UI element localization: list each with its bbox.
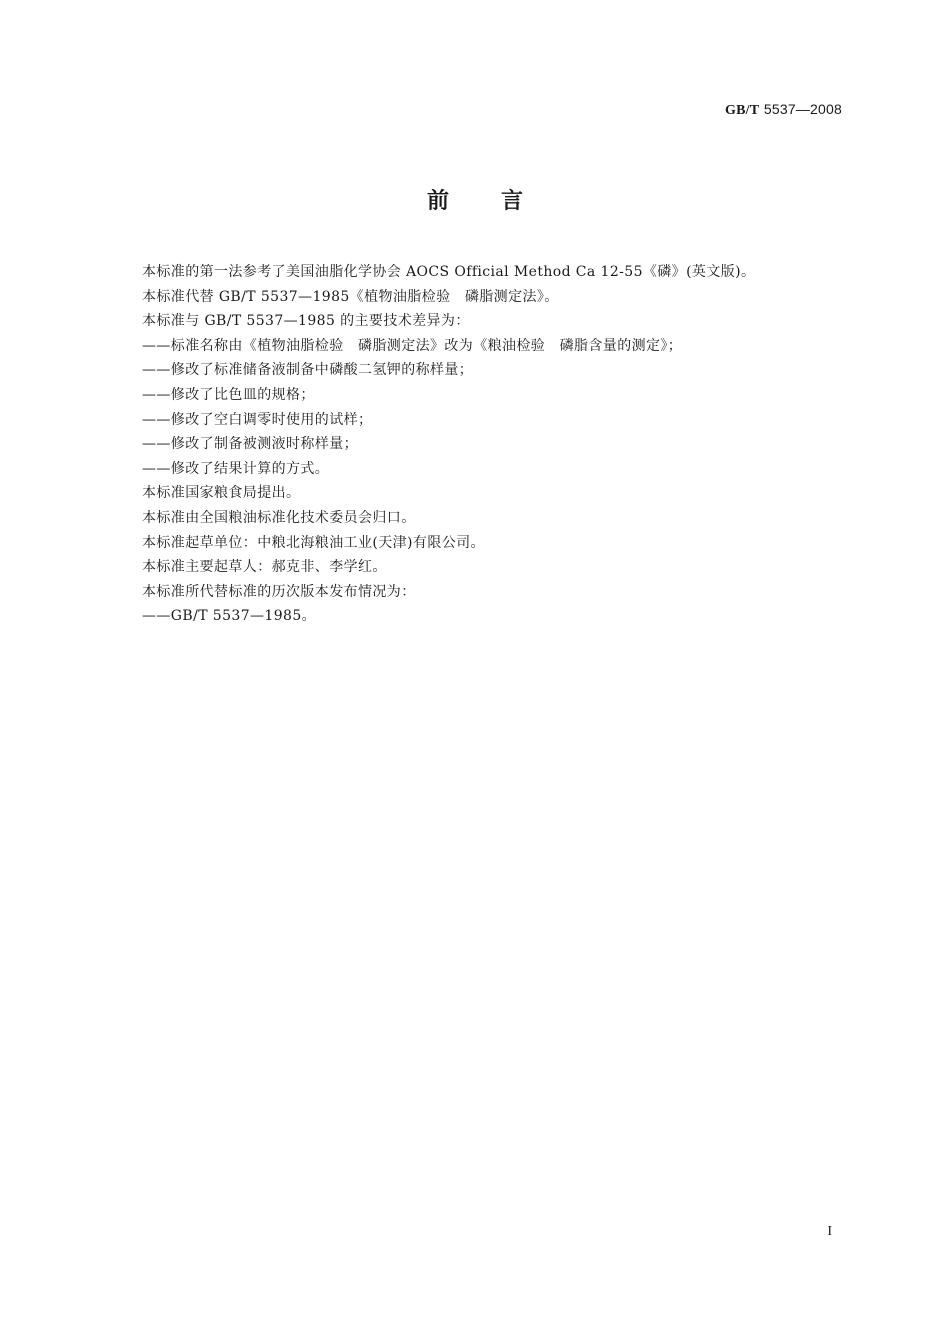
list-item: ——修改了标准储备液制备中磷酸二氢钾的称样量； bbox=[142, 362, 474, 379]
paragraph-line: 本标准的第一法参考了美国油脂化学协会 AOCS Official Method Ca 12-55《磷》(英文版)。 bbox=[142, 264, 756, 280]
page-number: I bbox=[827, 1224, 832, 1239]
title-char-2: 言 bbox=[501, 189, 524, 214]
standard-code-number: 5537—2008 bbox=[763, 101, 842, 117]
paragraph-line: 本标准所代替标准的历次版本发布情况为： bbox=[142, 583, 416, 600]
standard-code-prefix: GB/T bbox=[724, 103, 760, 118]
paragraph-line: 本标准与 GB/T 5537—1985 的主要技术差异为： bbox=[142, 313, 470, 330]
list-item: ——GB/T 5537—1985。 bbox=[142, 608, 317, 625]
list-item: ——修改了空白调零时使用的试样； bbox=[142, 411, 373, 428]
title-char-1: 前 bbox=[426, 189, 449, 214]
list-item: ——修改了结果计算的方式。 bbox=[142, 460, 330, 477]
paragraph-line: 本标准代替 GB/T 5537—1985《植物油脂检验 磷脂测定法》。 bbox=[142, 288, 559, 305]
foreword-body bbox=[142, 260, 842, 629]
paragraph-line: 本标准主要起草人：郝克非、李学红。 bbox=[142, 559, 387, 576]
list-item: ——标准名称由《植物油脂检验 磷脂测定法》改为《粮油检验 磷脂含量的测定》； bbox=[142, 337, 683, 354]
standard-code bbox=[725, 101, 842, 119]
page-title bbox=[0, 184, 950, 215]
paragraph-line: 本标准由全国粮油标准化技术委员会归口。 bbox=[142, 509, 416, 526]
paragraph-line: 本标准起草单位：中粮北海粮油工业(天津)有限公司。 bbox=[142, 534, 485, 551]
list-item: ——修改了比色皿的规格； bbox=[142, 386, 315, 403]
paragraph-line: 本标准国家粮食局提出。 bbox=[142, 485, 301, 502]
list-item: ——修改了制备被测液时称样量； bbox=[142, 436, 358, 453]
